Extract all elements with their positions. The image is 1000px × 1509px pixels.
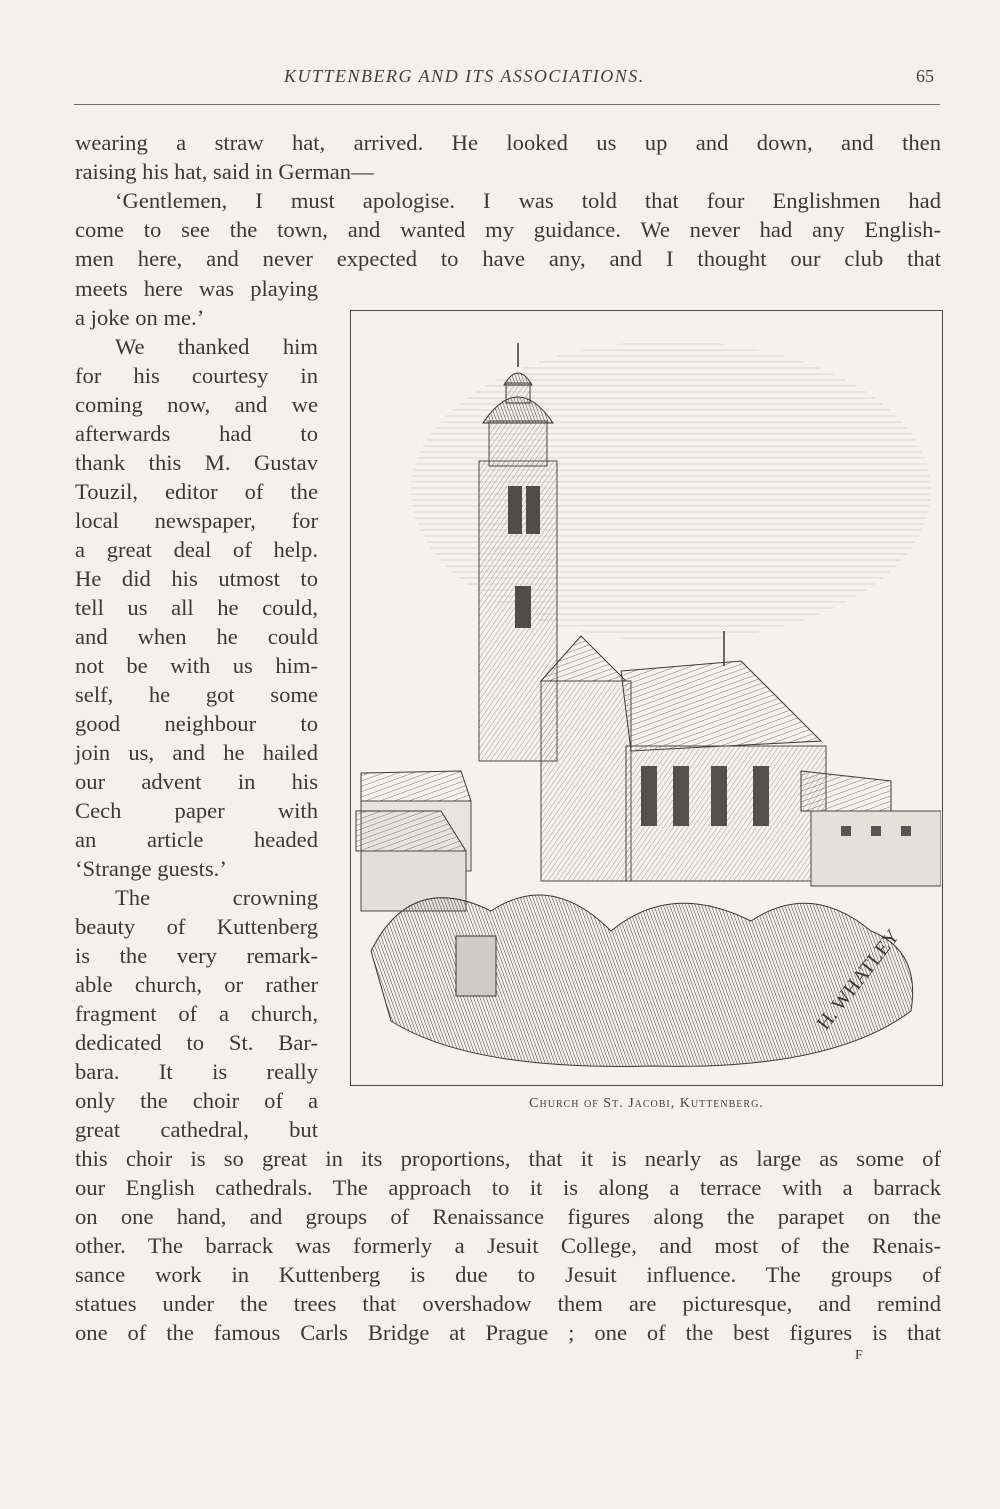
header-rule (74, 104, 940, 105)
text-line: is the very remark- (75, 943, 318, 968)
signature-mark: F (855, 1348, 863, 1363)
page-number: 65 (916, 66, 934, 86)
text-line: meets here was playing (75, 276, 318, 301)
text-line: bara. It is really (75, 1059, 318, 1084)
text-line: good neighbour to (75, 711, 318, 736)
artist-signature: H. WHATLEY (812, 925, 905, 1035)
figure-caption: Church of St. Jacobi, Kuttenberg. (529, 1096, 764, 1111)
text-line: an article headed (75, 827, 318, 852)
text-line: able church, or rather (75, 972, 318, 997)
text-line: other. The barrack was formerly a Jesuit College, and most of the Renais- (75, 1233, 941, 1258)
text-line: self, he got some (75, 682, 318, 707)
text-line: a joke on me.’ (75, 305, 205, 330)
text-line: Cech paper with (75, 798, 318, 823)
text-line: men here, and never expected to have any, and I thought our club that (75, 246, 941, 271)
text-line: tell us all he could, (75, 595, 318, 620)
running-header (74, 66, 940, 96)
text-line: wearing a straw hat, arrived. He looked us up and down, and then (75, 130, 941, 155)
text-line: this choir is so great in its proportions, that it is nearly as large as some of (75, 1146, 941, 1171)
text-line: our advent in his (75, 769, 318, 794)
text-line: and when he could (75, 624, 318, 649)
text-line: great cathedral, but (75, 1117, 318, 1142)
text-line: local newspaper, for (75, 508, 318, 533)
text-line: thank this M. Gustav (75, 450, 318, 475)
text-line: a great deal of help. (75, 537, 318, 562)
text-line: for his courtesy in (75, 363, 318, 388)
text-line: The crowning (115, 885, 318, 910)
text-line: statues under the trees that overshadow them are picturesque, and remind (75, 1291, 941, 1316)
text-line: raising his hat, said in German— (75, 159, 374, 184)
text-line: dedicated to St. Bar- (75, 1030, 318, 1055)
text-line: our English cathedrals. The approach to it is along a terrace with a barrack (75, 1175, 941, 1200)
text-line: join us, and he hailed (75, 740, 318, 765)
text-line: ‘Gentlemen, I must apologise. I was told that four Englishmen had (115, 188, 941, 213)
church-engraving (350, 310, 943, 1086)
text-line: He did his utmost to (75, 566, 318, 591)
running-head: KUTTENBERG AND ITS ASSOCIATIONS. (284, 66, 645, 86)
text-line: sance work in Kuttenberg is due to Jesuit influence. The groups of (75, 1262, 941, 1287)
text-line: coming now, and we (75, 392, 318, 417)
text-line: one of the famous Carls Bridge at Prague ; one of the best figures is that (75, 1320, 941, 1345)
text-line: afterwards had to (75, 421, 318, 446)
text-line: We thanked him (115, 334, 318, 359)
text-line: Touzil, editor of the (75, 479, 318, 504)
church-illustration (351, 311, 941, 1084)
text-line: ‘Strange guests.’ (75, 856, 227, 881)
text-line: beauty of Kuttenberg (75, 914, 318, 939)
text-line: only the choir of a (75, 1088, 318, 1113)
text-line: not be with us him- (75, 653, 318, 678)
text-line: on one hand, and groups of Renaissance figures along the parapet on the (75, 1204, 941, 1229)
text-line: fragment of a church, (75, 1001, 318, 1026)
text-line: come to see the town, and wanted my guidance. We never had any English- (75, 217, 941, 242)
